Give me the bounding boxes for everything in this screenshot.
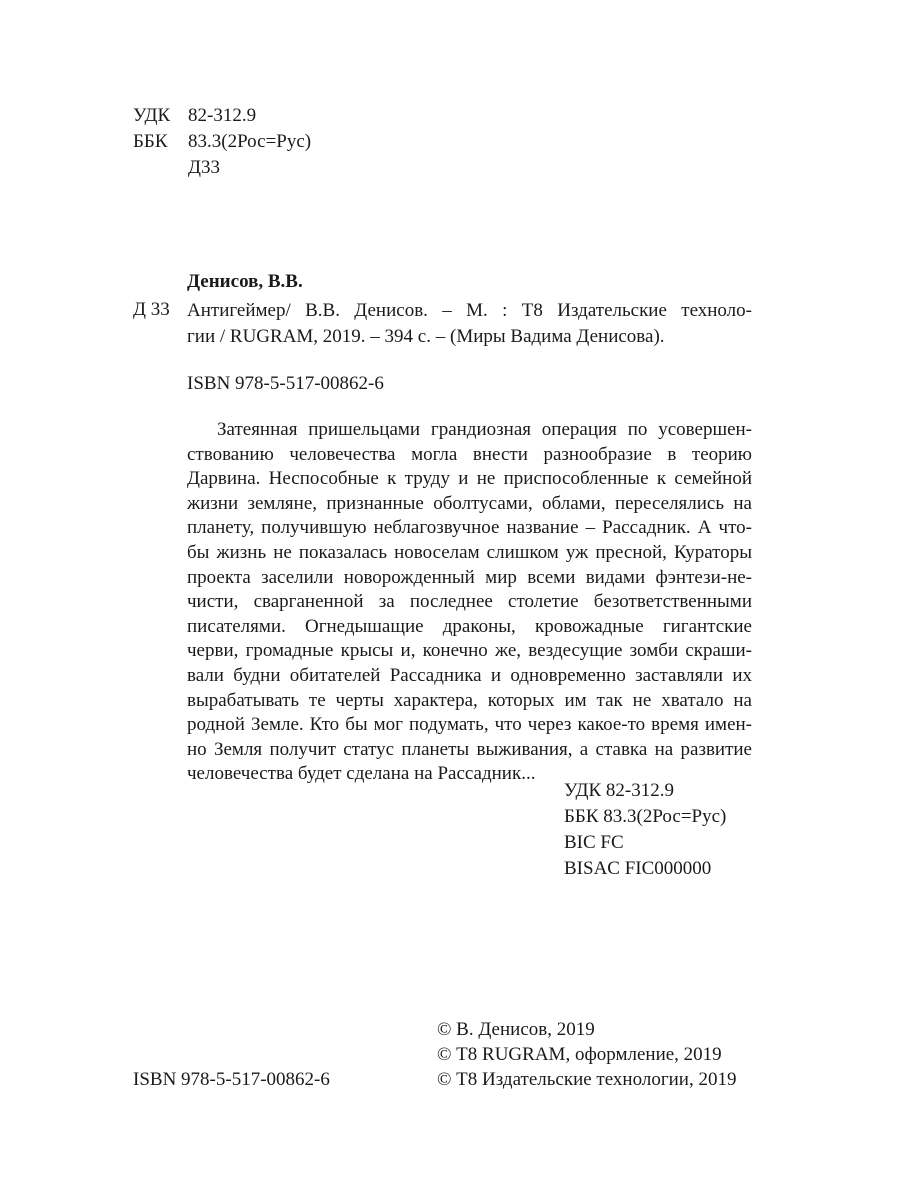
author-name: Денисов, В.В. — [187, 271, 303, 292]
classification-code: BISAC FIC000000 — [564, 858, 712, 879]
description-line: Антигеймер/ В.В. Денисов. – М. : Т8 Издательские техноло- — [187, 300, 752, 321]
annotation-line: Затеянная пришельцами грандиозная операция по усовершен- — [217, 419, 752, 440]
isbn-top: ISBN 978-5-517-00862-6 — [187, 373, 384, 394]
classification-row-bbk — [133, 129, 311, 155]
classification-value: 83.3(2Рос=Рус) — [188, 131, 312, 152]
classification-row-author-mark — [133, 155, 311, 181]
annotation-line: проекта заселили новорожденный мир всеми видами фэнтези-не- — [187, 566, 752, 588]
classification-label: ББК — [133, 131, 168, 152]
annotation-line: писателями. Огнедышащие драконы, кровожадные гигантские — [187, 615, 752, 637]
annotation-line: Дарвина. Неспособные к труду и не приспособленные к семейной — [187, 468, 752, 490]
annotation-line: вырабатывать те черты характера, которых им так не хватало на — [187, 689, 752, 711]
annotation-line: чисти, сварганенной за последнее столетие безответственными — [187, 591, 752, 613]
classification-label: УДК — [133, 105, 171, 126]
annotation-line: родной Земле. Кто бы мог подумать, что через какое-то время имен- — [187, 714, 752, 736]
copyright-line: © В. Денисов, 2019 — [437, 1019, 595, 1040]
annotation-line: жизни земляне, признанные оболтусами, облами, переселялись на — [187, 492, 752, 514]
classification-code: УДК 82-312.9 — [564, 780, 674, 801]
annotation-line: планету, получившую неблагозвучное название – Рассадник. А что- — [187, 517, 752, 539]
catalog-prefix: Д 33 — [133, 299, 170, 320]
annotation-line: вали будни обитателей Рассадника и одновременно заставляли их — [187, 664, 752, 686]
bibliographic-description — [187, 298, 752, 350]
classification-code: ББК 83.3(2Рос=Рус) — [564, 806, 727, 827]
classification-block — [133, 103, 311, 181]
classification-code: BIC FC — [564, 832, 624, 853]
classification-label — [133, 155, 188, 181]
annotation-line: человечества будет сделана на Рассадник... — [187, 763, 536, 785]
isbn-bottom: ISBN 978-5-517-00862-6 — [133, 1069, 330, 1090]
annotation-line: черви, громадные крысы и, конечно же, вездесущие зомби скраши- — [187, 640, 752, 662]
copyright-line: © Т8 RUGRAM, оформление, 2019 — [437, 1044, 722, 1065]
description-line: гии / RUGRAM, 2019. – 394 с. – (Миры Вадима Денисова). — [187, 326, 665, 347]
classification-codes — [564, 778, 726, 882]
copyright-block — [437, 1017, 736, 1092]
annotation-line: ствованию человечества могла внести разнообразие в теорию — [187, 443, 752, 465]
annotation-line: бы жизнь не показалась новоселам слишком уж пресной, Кураторы — [187, 541, 752, 563]
classification-value: 82-312.9 — [188, 105, 257, 126]
copyright-line: © Т8 Издательские технологии, 2019 — [437, 1069, 737, 1090]
annotation-line: но Земля получит статус планеты выживания, а ставка на развитие — [187, 738, 752, 760]
classification-value: Д33 — [188, 157, 220, 178]
annotation — [187, 418, 752, 787]
classification-row-udk — [133, 103, 311, 129]
